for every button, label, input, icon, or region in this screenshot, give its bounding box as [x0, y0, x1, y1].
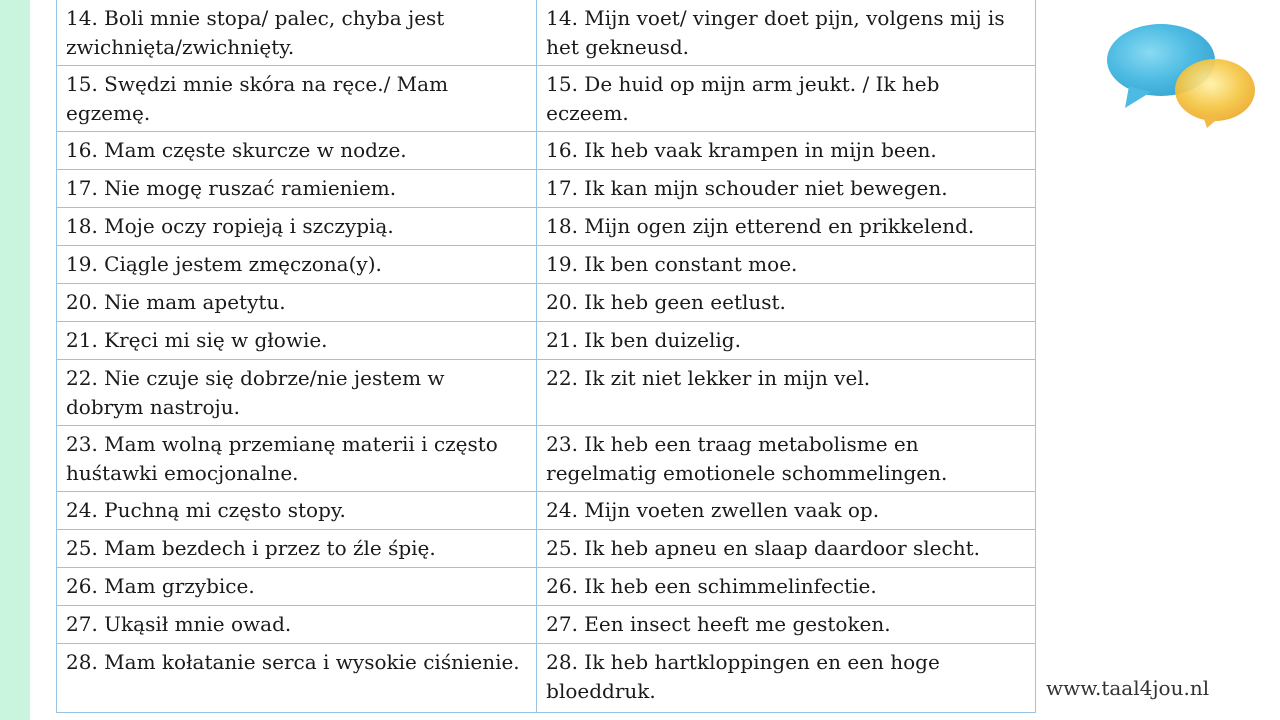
polish-cell: 25. Mam bezdech i przez to źle śpię.	[57, 530, 537, 568]
polish-cell: 18. Moje oczy ropieją i szczypią.	[57, 208, 537, 246]
polish-cell: 24. Puchną mi często stopy.	[57, 492, 537, 530]
table-row	[57, 360, 1036, 426]
table-row	[57, 568, 1036, 606]
polish-cell: 15. Swędzi mnie skóra na ręce./ Mam egzemę.	[57, 66, 537, 132]
polish-cell: 28. Mam kołatanie serca i wysokie ciśnienie.	[57, 644, 537, 713]
dutch-cell: 16. Ik heb vaak krampen in mijn been.	[537, 132, 1036, 170]
polish-cell: 27. Ukąsił mnie owad.	[57, 606, 537, 644]
dutch-cell: 26. Ik heb een schimmelinfectie.	[537, 568, 1036, 606]
dutch-cell: 24. Mijn voeten zwellen vaak op.	[537, 492, 1036, 530]
polish-cell: 21. Kręci mi się w głowie.	[57, 322, 537, 360]
table-row	[57, 0, 1036, 66]
dutch-cell: 23. Ik heb een traag metabolisme en regelmatig emotionele schommelingen.	[537, 426, 1036, 492]
table-row	[57, 132, 1036, 170]
table-row	[57, 530, 1036, 568]
polish-cell: 16. Mam częste skurcze w nodze.	[57, 132, 537, 170]
speech-bubbles-icon	[1105, 20, 1260, 135]
dutch-cell: 17. Ik kan mijn schouder niet bewegen.	[537, 170, 1036, 208]
table-row	[57, 284, 1036, 322]
table-row	[57, 322, 1036, 360]
table-row	[57, 644, 1036, 713]
dutch-cell: 14. Mijn voet/ vinger doet pijn, volgens mij is het gekneusd.	[537, 0, 1036, 66]
dutch-cell: 15. De huid op mijn arm jeukt. / Ik heb eczeem.	[537, 66, 1036, 132]
phrase-table	[56, 0, 1036, 713]
dutch-cell: 19. Ik ben constant moe.	[537, 246, 1036, 284]
polish-cell: 20. Nie mam apetytu.	[57, 284, 537, 322]
polish-cell: 22. Nie czuje się dobrze/nie jestem w dobrym nastroju.	[57, 360, 537, 426]
website-url: www.taal4jou.nl	[1046, 676, 1210, 700]
polish-cell: 23. Mam wolną przemianę materii i często huśtawki emocjonalne.	[57, 426, 537, 492]
dutch-cell: 21. Ik ben duizelig.	[537, 322, 1036, 360]
dutch-cell: 27. Een insect heeft me gestoken.	[537, 606, 1036, 644]
left-accent-strip	[0, 0, 30, 720]
dutch-cell: 20. Ik heb geen eetlust.	[537, 284, 1036, 322]
table-row	[57, 170, 1036, 208]
table-row	[57, 492, 1036, 530]
polish-cell: 19. Ciągle jestem zmęczona(y).	[57, 246, 537, 284]
dutch-cell: 18. Mijn ogen zijn etterend en prikkelend.	[537, 208, 1036, 246]
polish-cell: 26. Mam grzybice.	[57, 568, 537, 606]
table-row	[57, 208, 1036, 246]
table-row	[57, 426, 1036, 492]
table-row	[57, 246, 1036, 284]
polish-cell: 17. Nie mogę ruszać ramieniem.	[57, 170, 537, 208]
dutch-cell: 25. Ik heb apneu en slaap daardoor slecht.	[537, 530, 1036, 568]
table-row	[57, 606, 1036, 644]
dutch-cell: 22. Ik zit niet lekker in mijn vel.	[537, 360, 1036, 426]
dutch-cell: 28. Ik heb hartkloppingen en een hoge bloeddruk.	[537, 644, 1036, 713]
polish-cell: 14. Boli mnie stopa/ palec, chyba jest zwichnięta/zwichnięty.	[57, 0, 537, 66]
table-row	[57, 66, 1036, 132]
